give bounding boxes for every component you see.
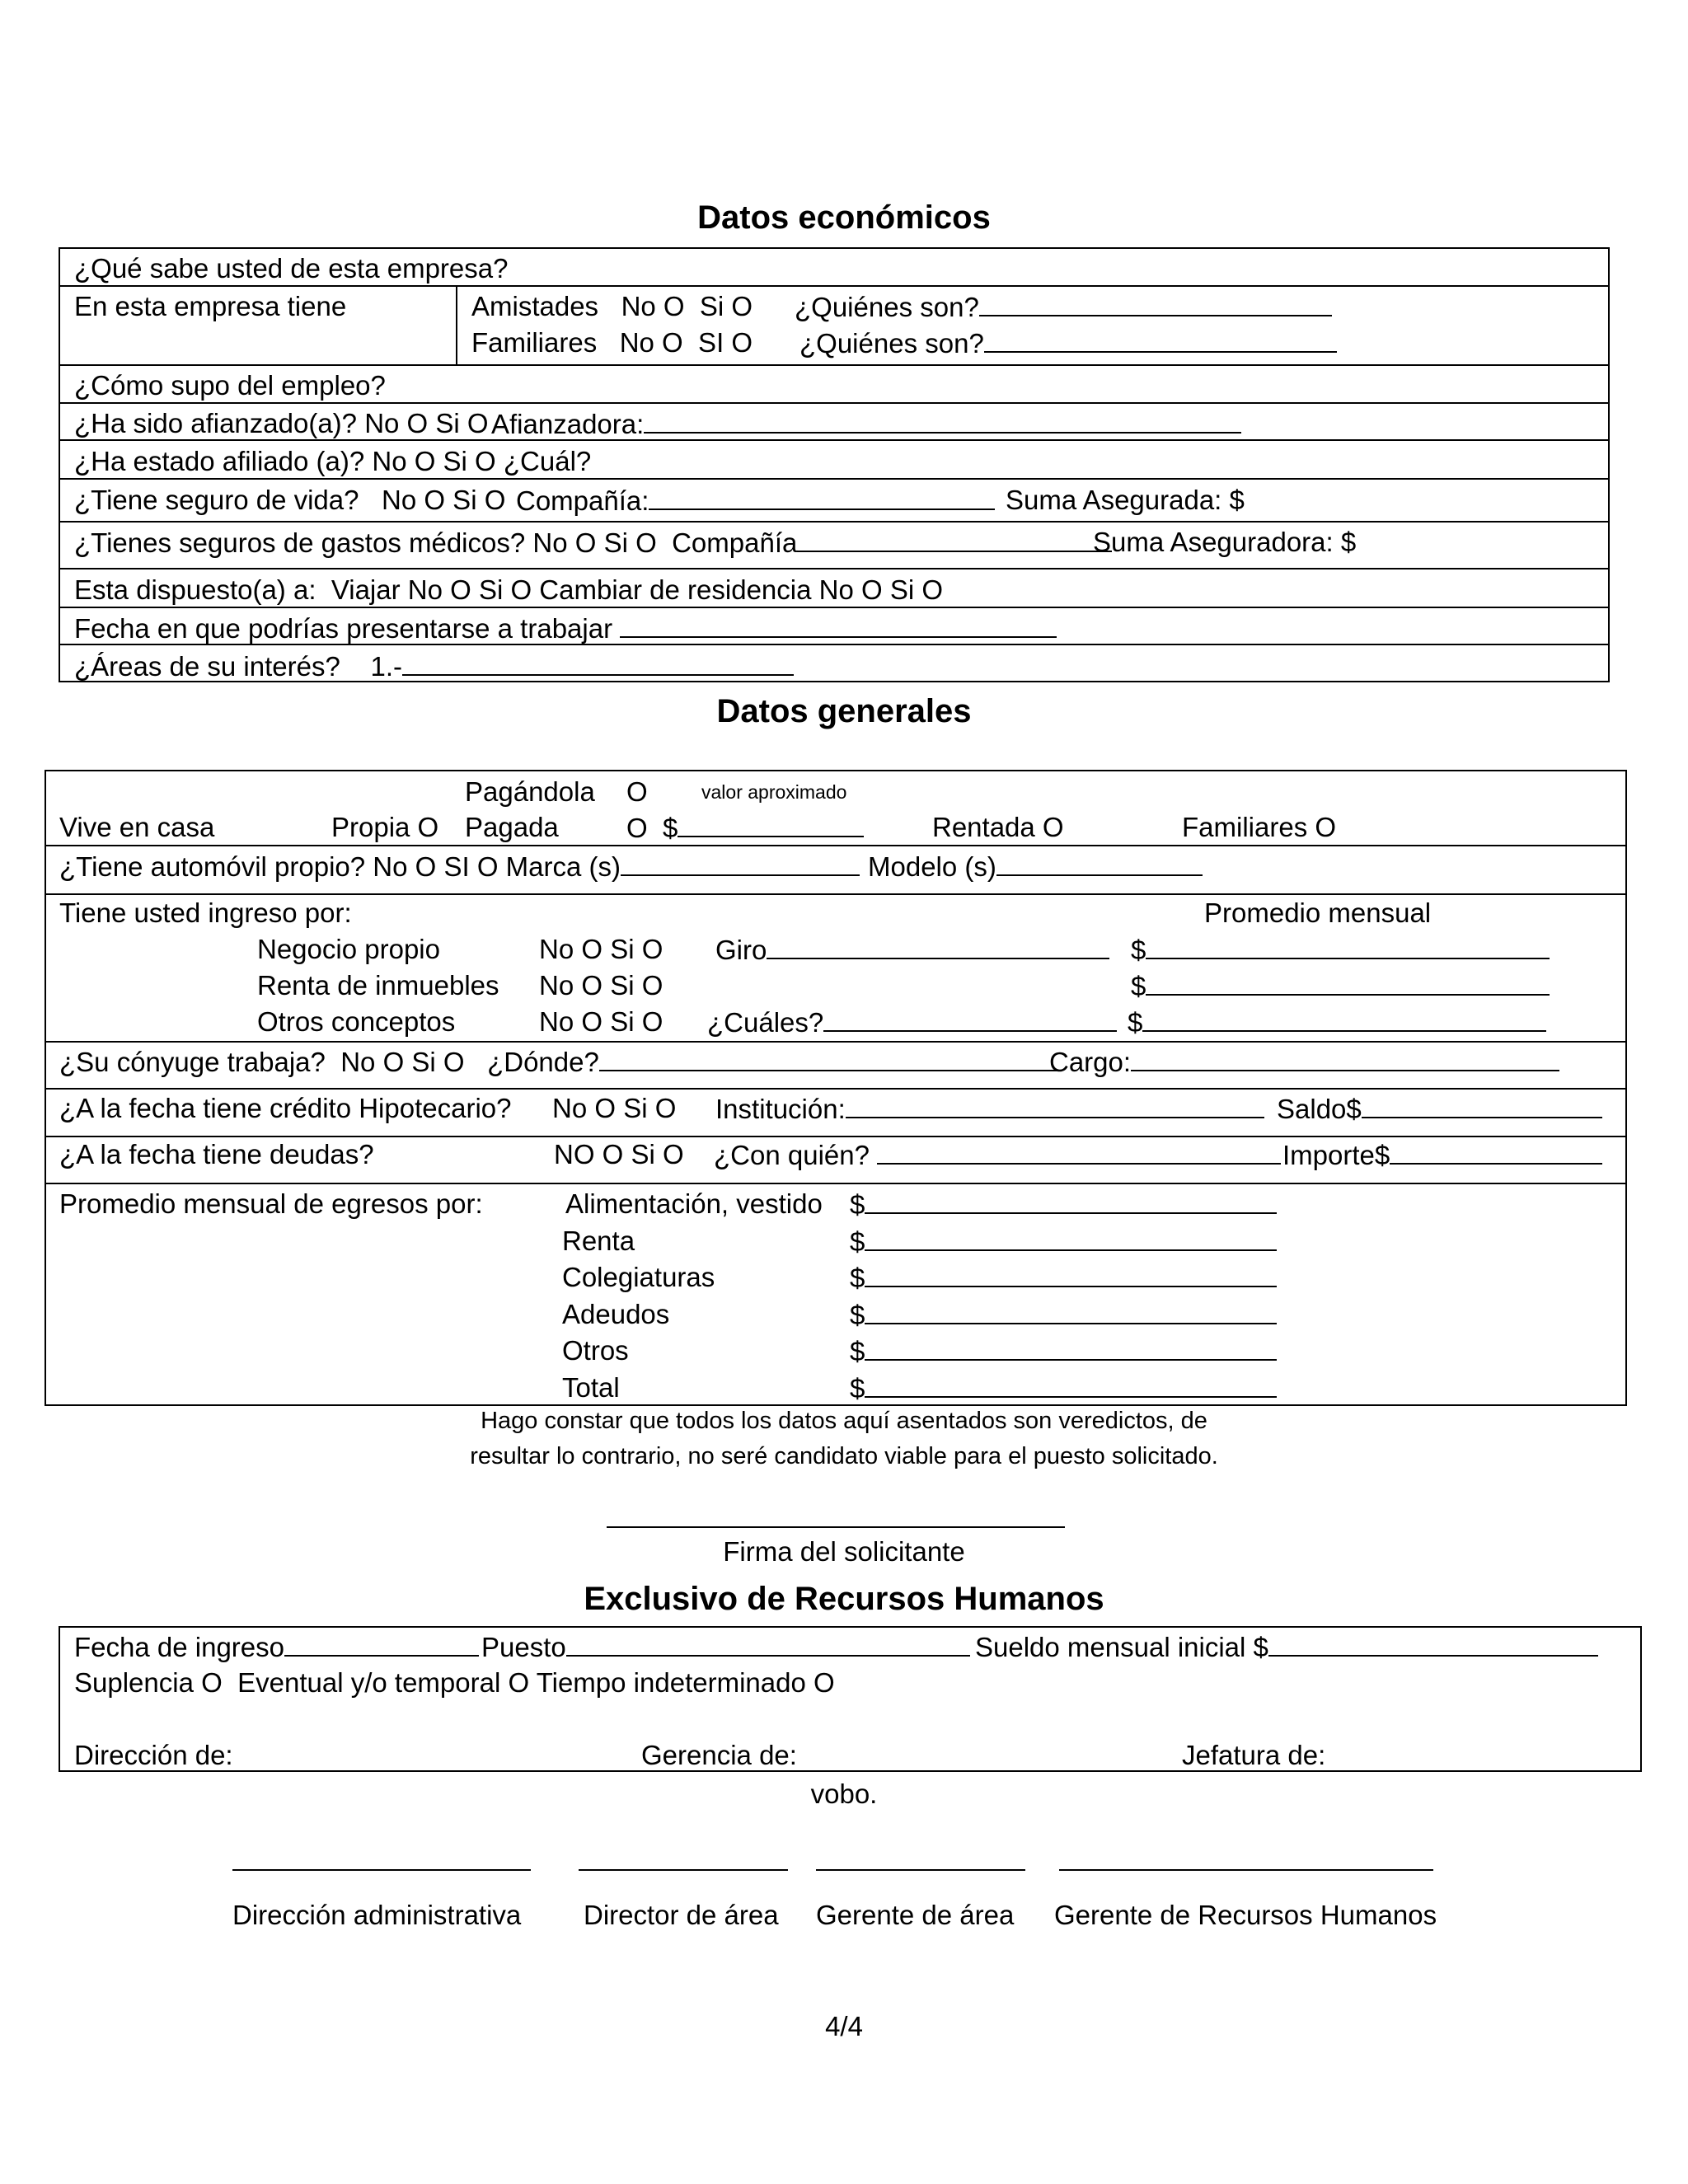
cuales-field[interactable]: ¿Cuáles? bbox=[707, 1008, 1117, 1036]
negocio-propio-option[interactable]: No O Si O bbox=[539, 934, 663, 964]
section-title-datos-economicos: Datos económicos bbox=[697, 199, 991, 236]
firma-direccion-administrativa-line[interactable] bbox=[232, 1869, 531, 1871]
pagada-label: Pagada bbox=[465, 812, 559, 842]
vive-en-casa-label: Vive en casa bbox=[59, 812, 215, 842]
deudas-label: ¿A la fecha tiene deudas? bbox=[59, 1139, 374, 1169]
importe-field[interactable]: Importe$ bbox=[1282, 1141, 1602, 1169]
egreso-label: Colegiaturas bbox=[562, 1262, 715, 1292]
pagandola-label: Pagándola bbox=[465, 776, 595, 807]
como-supo-label: ¿Cómo supo del empleo? bbox=[74, 370, 386, 401]
institucion-field[interactable]: Institución: bbox=[715, 1094, 1264, 1122]
compania-vida-field[interactable]: Compañía: bbox=[516, 486, 995, 514]
egreso-label: Renta bbox=[562, 1226, 635, 1256]
firma-gerente-rh-label: Gerente de Recursos Humanos bbox=[1054, 1900, 1437, 1930]
firma-gerente-rh-line[interactable] bbox=[1059, 1869, 1433, 1871]
section-title-recursos-humanos: Exclusivo de Recursos Humanos bbox=[584, 1581, 1104, 1617]
propia-option[interactable]: Propia O bbox=[331, 812, 439, 842]
deudas-option[interactable]: NO O Si O bbox=[554, 1139, 684, 1169]
saldo-field[interactable]: Saldo$ bbox=[1277, 1094, 1602, 1122]
promedio-mensual-label: Promedio mensual bbox=[1204, 898, 1432, 928]
negocio-monto-field[interactable]: $ bbox=[1131, 935, 1550, 963]
egreso-monto-field[interactable]: $ bbox=[850, 1374, 1277, 1402]
firma-gerente-area-label: Gerente de área bbox=[816, 1900, 1015, 1930]
areas-interes-field[interactable]: ¿Áreas de su interés? 1.- bbox=[74, 652, 794, 680]
sueldo-field[interactable]: Sueldo mensual inicial $ bbox=[975, 1633, 1598, 1661]
seguro-vida-option[interactable]: ¿Tiene seguro de vida? No O Si O bbox=[74, 485, 506, 515]
suma-asegurada-field[interactable]: Suma Asegurada: $ bbox=[1006, 485, 1245, 515]
renta-inmuebles-option[interactable]: No O Si O bbox=[539, 970, 663, 1001]
egresos-label: Promedio mensual de egresos por: bbox=[59, 1188, 483, 1219]
quienes-amistades[interactable]: ¿Quiénes son? bbox=[795, 293, 1332, 321]
afiliado-option[interactable]: ¿Ha estado afiliado (a)? No O Si O ¿Cuál? bbox=[74, 446, 592, 476]
credito-option[interactable]: No O Si O bbox=[552, 1093, 677, 1123]
fecha-presentarse-field[interactable]: Fecha en que podrías presentarse a trabajar bbox=[74, 614, 1057, 642]
giro-field[interactable]: Giro bbox=[715, 935, 1109, 963]
en-esta-empresa-label: En esta empresa tiene bbox=[74, 291, 347, 321]
declaracion-line-1: Hago constar que todos los datos aquí asentados son veredictos, de bbox=[481, 1408, 1207, 1434]
conyuge-field[interactable]: ¿Su cónyuge trabaja? No O Si O ¿Dónde? bbox=[59, 1047, 1061, 1076]
otros-conceptos-label: Otros conceptos bbox=[257, 1006, 456, 1037]
gastos-medicos-field[interactable]: ¿Tienes seguros de gastos médicos? No O Si O Compañía bbox=[74, 528, 1112, 556]
firma-solicitante-label: Firma del solicitante bbox=[723, 1536, 965, 1567]
firma-director-area-label: Director de área bbox=[584, 1900, 779, 1930]
modelo-field[interactable]: Modelo (s) bbox=[868, 852, 1203, 880]
credito-label: ¿A la fecha tiene crédito Hipotecario? bbox=[59, 1093, 512, 1123]
tiene-ingreso-label: Tiene usted ingreso por: bbox=[59, 898, 352, 928]
egreso-label: Total bbox=[562, 1372, 620, 1403]
firma-direccion-administrativa-label: Dirección administrativa bbox=[232, 1900, 522, 1930]
automovil-field[interactable]: ¿Tiene automóvil propio? No O SI O Marca (s) bbox=[59, 852, 860, 880]
pagandola-option[interactable]: O bbox=[626, 776, 648, 807]
afianzado-option[interactable]: ¿Ha sido afianzado(a)? No O Si O bbox=[74, 408, 489, 438]
jefatura-label: Jefatura de: bbox=[1182, 1740, 1326, 1770]
declaracion-line-2: resultar lo contrario, no seré candidato viable para el puesto solicitado. bbox=[470, 1443, 1218, 1469]
familiares-option[interactable]: Familiares No O SI O bbox=[471, 327, 753, 358]
firma-gerente-area-line[interactable] bbox=[816, 1869, 1025, 1871]
firma-director-area-line[interactable] bbox=[579, 1869, 788, 1871]
renta-monto-field[interactable]: $ bbox=[1131, 972, 1550, 1000]
egreso-label: Alimentación, vestido bbox=[565, 1188, 823, 1219]
tipo-contrato-option[interactable]: Suplencia O Eventual y/o temporal O Tiempo indeterminado O bbox=[74, 1667, 835, 1698]
familiares-casa-option[interactable]: Familiares O bbox=[1182, 812, 1337, 842]
negocio-propio-label: Negocio propio bbox=[257, 934, 440, 964]
pagada-option[interactable]: O $ bbox=[626, 813, 864, 841]
puesto-field[interactable]: Puesto bbox=[481, 1633, 970, 1661]
fecha-ingreso-field[interactable]: Fecha de ingreso bbox=[74, 1633, 479, 1661]
cargo-field[interactable]: Cargo: bbox=[1049, 1047, 1559, 1076]
afianzadora-field[interactable]: Afianzadora: bbox=[491, 410, 1241, 438]
rentada-option[interactable]: Rentada O bbox=[932, 812, 1064, 842]
dispuesto-option[interactable]: Esta dispuesto(a) a: Viajar No O Si O Cambiar de residencia No O Si O bbox=[74, 574, 944, 605]
vobo-label: vobo. bbox=[810, 1779, 878, 1809]
egreso-monto-field[interactable]: $ bbox=[850, 1263, 1277, 1291]
quienes-familiares[interactable]: ¿Quiénes son? bbox=[799, 329, 1337, 357]
egreso-label: Adeudos bbox=[562, 1299, 670, 1329]
otros-conceptos-option[interactable]: No O Si O bbox=[539, 1006, 663, 1037]
egreso-monto-field[interactable]: $ bbox=[850, 1190, 1277, 1218]
egreso-monto-field[interactable]: $ bbox=[850, 1301, 1277, 1329]
que-sabe-label: ¿Qué sabe usted de esta empresa? bbox=[74, 253, 509, 284]
renta-inmuebles-label: Renta de inmuebles bbox=[257, 970, 499, 1001]
amistades-option[interactable]: Amistades No O Si O bbox=[471, 291, 753, 321]
page-number: 4/4 bbox=[825, 2011, 863, 2041]
firma-solicitante-line[interactable] bbox=[607, 1526, 1065, 1528]
con-quien-field[interactable]: ¿Con quién? bbox=[714, 1141, 1281, 1169]
egreso-monto-field[interactable]: $ bbox=[850, 1337, 1277, 1365]
direccion-label: Dirección de: bbox=[74, 1740, 233, 1770]
gerencia-label: Gerencia de: bbox=[641, 1740, 797, 1770]
otros-monto-field[interactable]: $ bbox=[1128, 1008, 1546, 1036]
suma-aseguradora-field[interactable]: Suma Aseguradora: $ bbox=[1093, 527, 1357, 557]
valor-aproximado-label: valor aproximado bbox=[701, 781, 847, 803]
egreso-monto-field[interactable]: $ bbox=[850, 1227, 1277, 1255]
egreso-label: Otros bbox=[562, 1335, 629, 1366]
section-title-datos-generales: Datos generales bbox=[716, 693, 972, 729]
